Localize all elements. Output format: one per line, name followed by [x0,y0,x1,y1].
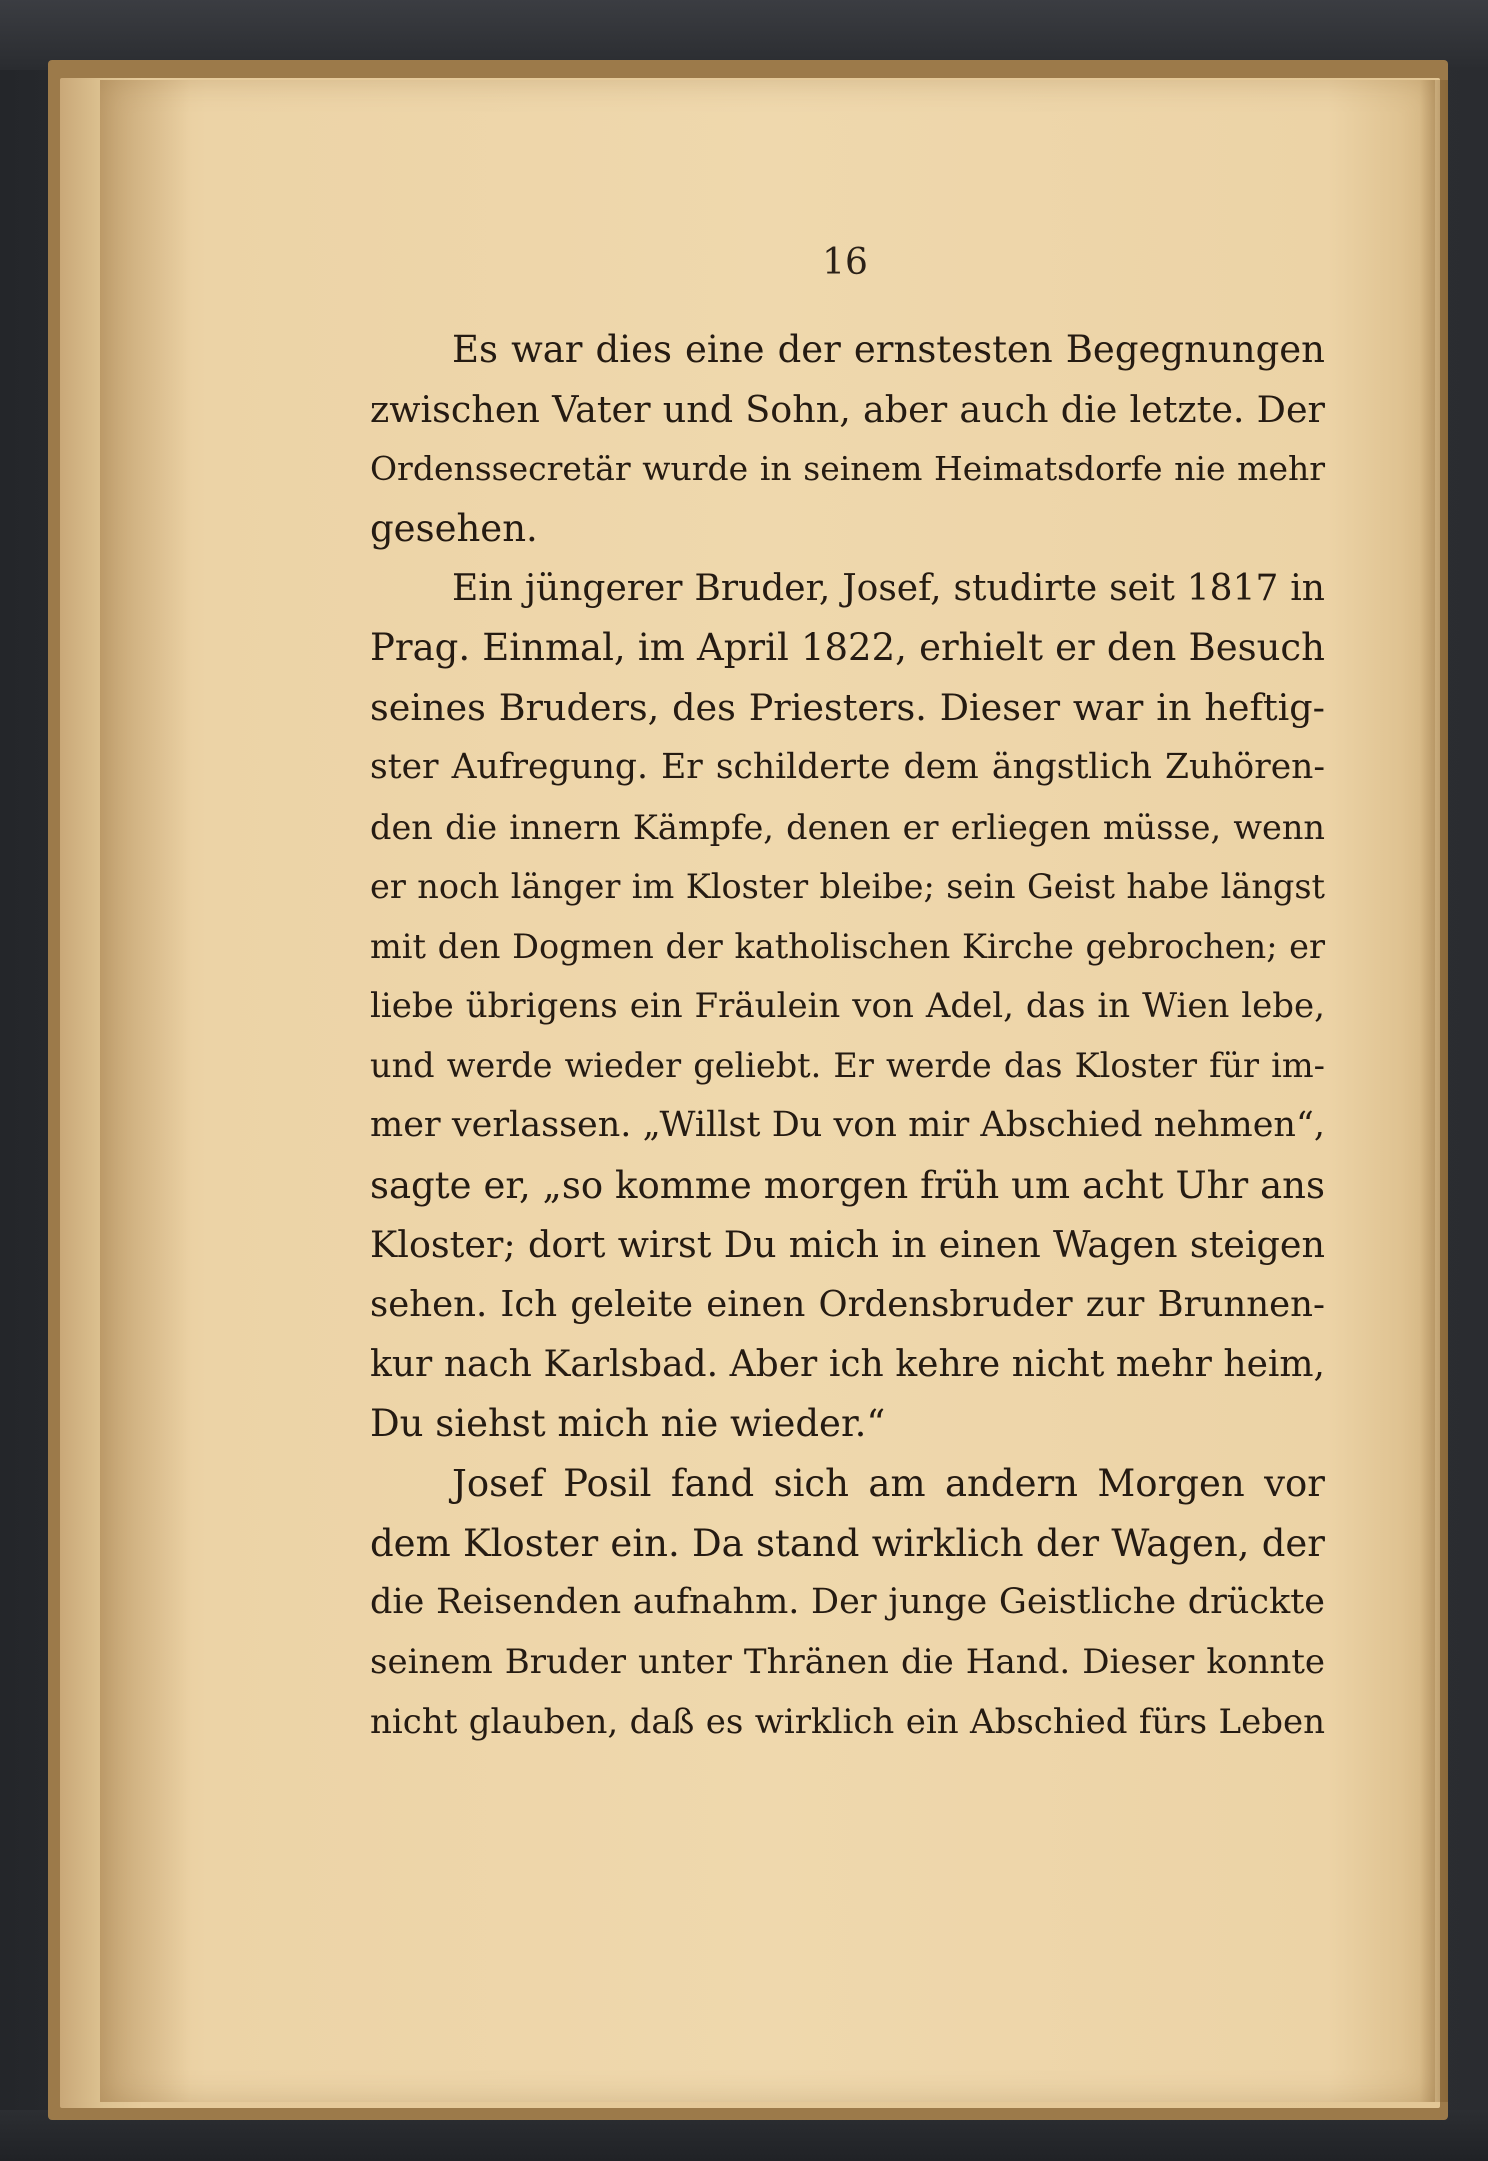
text-line: ster Aufregung. Er schilderte dem ängstlich Zuhören- [370,746,1325,787]
page-right-edge [1420,80,1448,2102]
text-line: Ordenssecretär wurde in seinem Heimatsdorfe nie mehr [370,449,1325,489]
text-line: mit den Dogmen der katholischen Kirche gebrochen; er [370,926,1325,966]
text-line: die Reisenden aufnahm. Der junge Geistliche drückte [370,1582,1325,1623]
text-line: Du siehst mich nie wieder.“ [370,1402,886,1446]
text-line: sehen. Ich geleite einen Ordensbruder zur Brunnen- [370,1284,1325,1325]
text-line: liebe übrigens ein Fräulein von Adel, das in Wien lebe, [370,985,1325,1026]
text-line: dem Kloster ein. Da stand wirklich der Wagen, der [370,1521,1325,1565]
text-line: Es war dies eine der ernstesten Begegnungen [452,328,1325,371]
text-line: seinem Bruder unter Thränen die Hand. Dieser konnte [370,1642,1325,1683]
text-line: Kloster; dort wirst Du mich in einen Wagen steigen [370,1223,1325,1267]
text-line: mer verlassen. „Willst Du von mir Abschied nehmen“, [370,1104,1325,1145]
text-line: den die innern Kämpfe, denen er erliegen müsse, wenn [370,807,1325,847]
page-number: 16 [822,242,868,283]
text-line: er noch länger im Kloster bleibe; sein Geist habe längst [370,867,1325,907]
text-line: gesehen. [370,507,538,551]
text-line: zwischen Vater und Sohn, aber auch die letzte. Der [370,387,1325,431]
text-line: und werde wieder geliebt. Er werde das Kloster für im- [370,1046,1325,1086]
text-line: kur nach Karlsbad. Aber ich kehre nicht mehr heim, [370,1343,1325,1385]
text-line: Prag. Einmal, im April 1822, erhielt er den Besuch [370,626,1325,670]
text-line: sagte er, „so komme morgen früh um acht Uhr ans [370,1163,1325,1207]
text-line: Josef Posil fand sich am andern Morgen vor [452,1462,1325,1506]
text-line: nicht glauben, daß es wirklich ein Abschied fürs Leben [370,1701,1325,1742]
text-line: seines Bruders, des Priesters. Dieser war in heftig- [370,686,1325,730]
text-line: Ein jüngerer Bruder, Josef, studirte seit 1817 in [452,567,1325,609]
body-text [370,320,1325,1753]
gutter-shadow [100,80,190,2102]
